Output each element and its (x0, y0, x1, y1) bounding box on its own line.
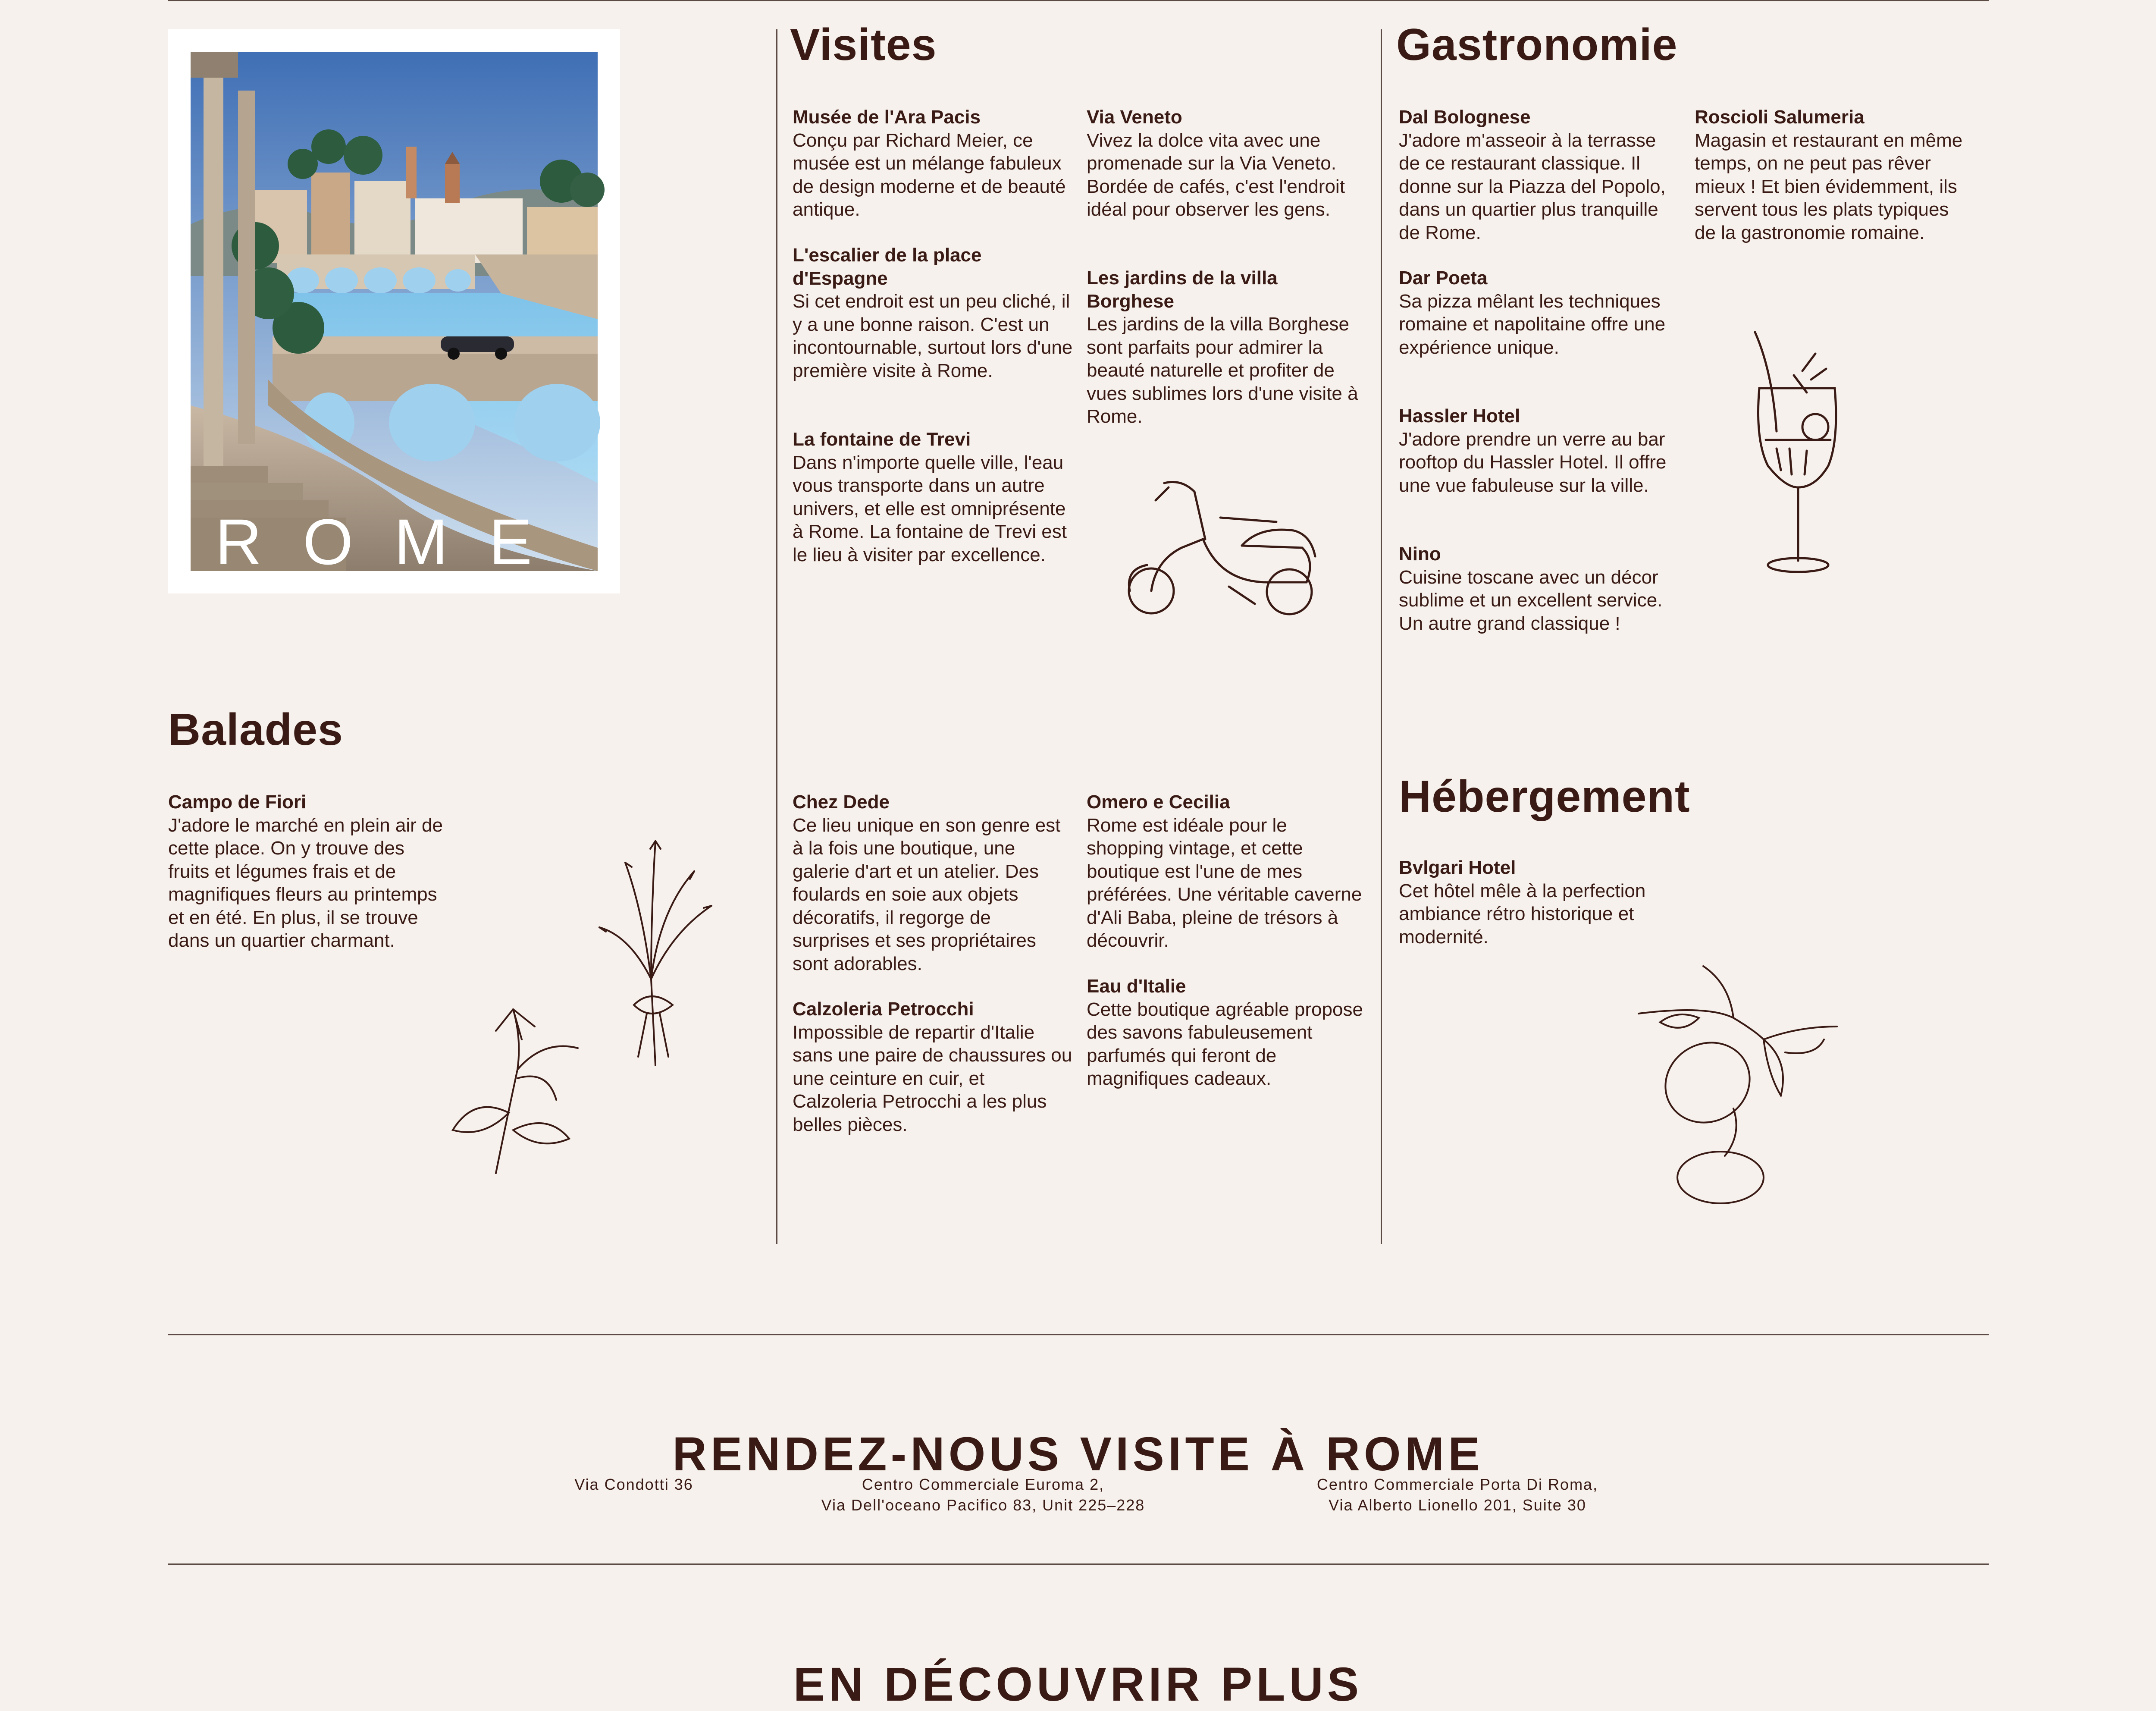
divider-rule-2 (168, 1563, 1989, 1565)
balades-item-campo-de-fiori: Campo de Fiori J'adore le marché en plein air de cette place. On y trouve des fruits et légumes frais et de magnifiques fleurs au printemps et en été. En plus, il se trouve dans un quartier charmant. (168, 791, 443, 951)
shopping-item-eau-d-italie: Eau d'Italie Cette boutique agréable propose des savons fabuleusement parfumés qui feront de magnifiques cadeaux. (1087, 976, 1363, 1089)
rome-poster (168, 29, 620, 593)
gastro-item-nino: Nino Cuisine toscane avec un décor sublime et un excellent service. Un autre grand classique ! (1399, 543, 1663, 634)
visites-item-via-veneto: Via Veneto Vivez la dolce vita avec une promenade sur la Via Veneto. Bordée de cafés, c'est l'endroit idéal pour observer les gens. (1087, 107, 1345, 220)
gastro-item-dar-poeta: Dar Poeta Sa pizza mêlant les techniques romaine et napolitaine offre une expérience unique. (1399, 267, 1666, 358)
shopping-item-omero-e-cecilia: Omero e Cecilia Rome est idéale pour le shopping vintage, et cette boutique est l'une de mes préférées. Une véritable caverne d'Ali Baba, pleine de trésors à découvrir. (1087, 791, 1362, 951)
divider-rule-1 (168, 1334, 1989, 1335)
top-rule (168, 0, 1989, 1)
lemon-sketch-icon (1634, 953, 1846, 1212)
column-divider-1 (776, 29, 777, 1244)
visites-item-villa-borghese: Les jardins de la villa Borghese Les jardins de la villa Borghese sont parfaits pour admirer la beauté naturelle et profiter de vues sublimes lors d'une visite à Rome. (1087, 267, 1358, 427)
visites-item-ara-pacis: Musée de l'Ara Pacis Conçu par Richard Meier, ce musée est un mélange fabuleux de design moderne et de beauté antique. (793, 107, 1066, 220)
herb-sketch-icon (586, 824, 724, 1070)
visites-item-trevi: La fontaine de Trevi Dans n'importe quelle ville, l'eau vous transporte dans un autre univers, et elle est omniprésente à Rome. La fontaine de Trevi est le lieu à visiter par excellence. (793, 429, 1067, 565)
flower-sketch-icon (448, 1001, 586, 1177)
section-title-gastronomie: Gastronomie (1396, 20, 1678, 70)
gastro-item-roscioli: Roscioli Salumeria Magasin et restaurant en même temps, on ne peut pas rêver mieux ! Et bien évidemment, ils servent tous les plats typiques de la gastronomie romaine. (1695, 107, 1963, 243)
gastro-item-dal-bolognese: Dal Bolognese J'adore m'asseoir à la terrasse de ce restaurant classique. Il donne sur la Piazza del Popolo, dans un quartier plus tranquille de Rome. (1399, 107, 1666, 243)
section-title-balades: Balades (168, 705, 343, 755)
rome-poster-illustration (168, 29, 620, 593)
hebergement-item-bvlgari: Bvlgari Hotel Cet hôtel mêle à la perfection ambiance rétro historique et modernité. (1399, 857, 1646, 948)
visit-heading: RENDEZ-NOUS VISITE À ROME (672, 1428, 1484, 1481)
shopping-item-calzoleria: Calzoleria Petrocchi Impossible de repartir d'Italie sans une paire de chaussures ou une ceinture en cuir, et Calzoleria Petrocchi a les plus belles pièces. (793, 998, 1072, 1135)
section-title-hebergement: Hébergement (1399, 772, 1690, 822)
visites-item-escalier: L'escalier de la place d'Espagne Si cet endroit est un peu cliché, il y a une bonne raison. C'est un incontournable, surtout lors d'une première visite à Rome. (793, 245, 1073, 381)
address-3: Centro Commerciale Porta Di Roma, Via Alberto Lionello 201, Suite 30 (1316, 1476, 1598, 1514)
scooter-sketch-icon (1112, 474, 1337, 621)
address-2: Centro Commerciale Euroma 2, Via Dell'oceano Pacifico 83, Unit 225–228 (821, 1476, 1145, 1514)
gastro-item-hassler: Hassler Hotel J'adore prendre un verre au bar rooftop du Hassler Hotel. Il offre une vue fabuleuse sur la ville. (1399, 405, 1667, 496)
address-1: Via Condotti 36 (574, 1476, 693, 1493)
more-heading: EN DÉCOUVRIR PLUS (793, 1658, 1363, 1711)
shopping-item-chez-dede: Chez Dede Ce lieu unique en son genre est à la fois une boutique, une galerie d'art et un atelier. Des foulards en soie aux objets décoratifs, il regorge de surprises et ses propriétaires sont adorables. (793, 791, 1061, 974)
poster-title: ROME (215, 505, 573, 578)
cocktail-sketch-icon (1751, 328, 1846, 587)
section-title-visites: Visites (790, 20, 937, 70)
column-divider-2 (1381, 29, 1382, 1244)
